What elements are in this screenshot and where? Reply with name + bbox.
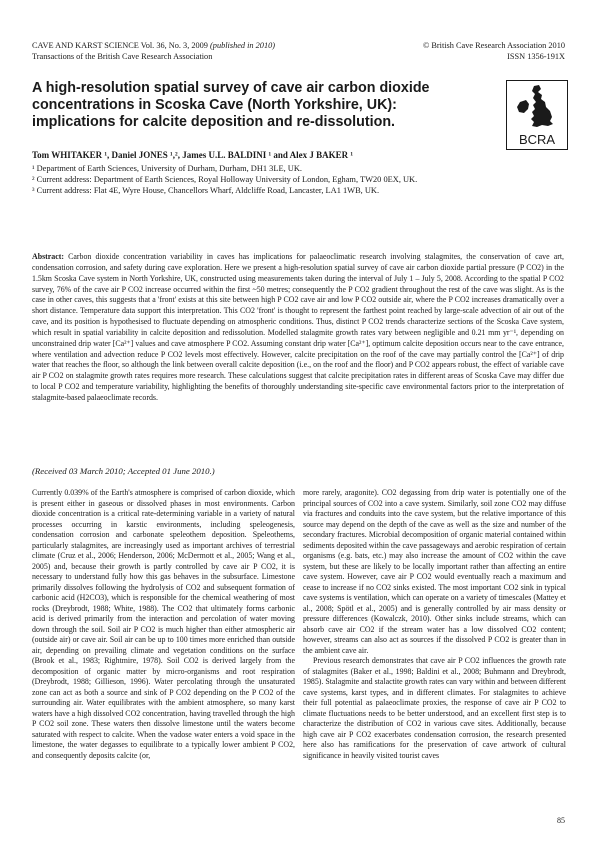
abstract-label: Abstract: [32, 252, 64, 261]
authors: Tom WHITAKER ¹, Daniel JONES ¹,², James U.L. BALDINI ¹ and Alex J BAKER ¹ [32, 150, 354, 160]
logo-text: BCRA [518, 132, 556, 147]
affiliation: ¹ Department of Earth Sciences, University of Durham, Durham, DH1 3LE, UK. [32, 164, 302, 173]
paragraph: Currently 0.039% of the Earth's atmosphere is comprised of carbon dioxide, which is present either in gaseous or dissolved phases in most environments. Carbon dioxide concentration is a critical rate-determining variable in a variety of natural processes occurring in karstic environments, including speleogenesis, condensation corrosion and carbonate speleothem deposition. Speleothems, particularly stalagmites, are increasingly used as important archives of terrestrial climate (Cruz et al., 2006; Henderson, 2006; McDermott et al., 2005; Wang et al., 2005) and, because their growth is partly controlled by cave air P CO2, it is necessary to understand fully how this gas behaves in the subsurface. Limestone primarily dissolves following the hydrolysis of CO2 and subsequent formation of carbonic acid (H2CO3), which is responsible for the chemical weathering of most rocks (Dreybrodt, 1988; White, 1988). The CO2 that ultimately forms carbonic acid is derived primarily from the interaction and percolation of water moving down through the soil. Soil air P CO2 is much higher than either atmospheric air (outside air) or cave air. Soil air can be up to 100 times more enriched than outside air, depending on prevailing climate and vegetation conditions on the surface (Brook et al., 1983; Rightmire, 1978). Soil CO2 is derived largely from the decomposition of organic matter by micro-organisms and root respiration (Dreybrodt, 1988; Gillieson, 1996). Water percolating through the unsaturated zone can act as both a source and sink of P CO2 depending on the P CO2 of the surrounding air. Water equilibrates with the ambient atmosphere, so many karst waters have a high dissolved CO2 concentration, having travelled through the high P CO2 soil zone. These waters then dissolve limestone until the waters become saturated with respect to calcite. When the vadose water enters a void space in the limestone, the water degasses to equilibrate to a typically lower ambient P CO2, and consequently deposits calcite (or, [32, 488, 295, 760]
body-column-right [303, 488, 566, 761]
abstract [32, 252, 564, 404]
journal-header-right [423, 41, 565, 62]
affiliation: ³ Current address: Flat 4E, Wyre House, Chancellors Wharf, Aldcliffe Road, Lancaster, LA1 1WB, UK. [32, 186, 380, 196]
journal-transactions: Transactions of the British Cave Research Association [32, 51, 213, 61]
journal-note: (published in 2010) [210, 41, 276, 50]
bcra-logo-graphic [506, 80, 568, 150]
affiliations [32, 163, 552, 197]
abstract-text: Carbon dioxide concentration variability in caves has implications for palaeoclimatic research involving stalagmites, the conservation of cave art, condensation corrosion, and safety during cave exploration. Here we present a high-resolution spatial survey of cave air carbon dioxide partial pressure (P CO2) in the 1.5km Scoska Cave system in North Yorkshire, UK, constructed using measurements taken during the interval of July 1 – July 5, 2008. According to the spatial P CO2 survey, 76% of the cave air P CO2 increase occurred within the first ~50 metres; consequently the P CO2 gradient throughout the rest of the cave was slight. As is the case in other caves, this suggests that a 'front' exists at this site between high P CO2 cave air and low P CO2 outside air, where the P CO2 increases dramatically over a short distance. Temperature data support this interpretation. This CO2 'front' is thought to represent the farthest point reached by large-scale advection of air out of the cave, and its position is hypothesised to fluctuate depending on atmospheric conditions. Thus, distinct P CO2 trends characterize sections of the Scoska Cave system, which result in spatial variability in calcite deposition and redissolution. Modelled stalagmite growth rates vary between negligible and 0.21 mm yr⁻¹, depending on unconstrained drip water [Ca²⁺] values and cave atmosphere P CO2. Assuming constant drip water [Ca²⁺], optimum calcite deposition occurs near to the cave entrance, where ventilation and advection reduce P CO2 levels most effectively. However, calcite precipitation on the roof of the cave may partially control the [Ca²⁺] of drip water that reaches the floor, so although the link between overall calcite deposition (i.e., on the roof and the floor) and P CO2 appears robust, the effect of variable cave air P CO2 on stalagmite growth rates requires more research. These calculations suggest that calcite precipitation rates in different areas of Scoska Cave may differ due to local P CO2 and temperature variability, highlighting the benefits of thoroughly understanding site-specific cave environmental factors prior to the interpretation of stalagmite-based palaeoclimate records. [32, 252, 564, 402]
journal-name: CAVE AND KARST SCIENCE Vol. 36, No. 3, 2009 [32, 41, 208, 50]
paper-title: A high-resolution spatial survey of cave air carbon dioxide concentrations in Scoska Cave (North Yorkshire, UK): implications for calcite deposition and re-dissolution. [32, 80, 430, 130]
page-number: 85 [557, 816, 565, 825]
paragraph: more rarely, aragonite). CO2 degassing from drip water is potentially one of the principal sources of CO2 into a cave system. Similarly, soil zone CO2 may diffuse via fractures and conduits into the cave system, but the relative importance of this source may depend on the depth of the cave as well as the size and number of the secondary fractures. Microbial decomposition of organic material contained within sediments deposited within the cave passageways and aerobic respiration of certain organisms (e.g. bats, etc.) may also increase the amount of CO2 within the cave system, but these are likely to be locally important rather than affecting an entire cave system. However, cave air P CO2 would eventually reach a maximum and cease to increase if no CO2 sinks existed. The most important CO2 sink in typical cave systems is ventilation, which can operate on a variety of timescales (Mattey et al., 2008; Spötl et al., 2005) and is generally controlled by air mass density or pressure differences (Kowalczk, 2010). Other sinks include streams, which can absorb cave air CO2 if the stream water has a low dissolved CO2 content; however, streams can also act as sources if the dissolved P CO2 is greater than in the ambient cave air. [303, 488, 566, 655]
issn: ISSN 1356-191X [507, 51, 565, 61]
affiliation: ² Current address: Department of Earth Sciences, Royal Holloway University of London, Egham, TW20 0EX, UK. [32, 175, 418, 185]
journal-citation [32, 41, 275, 52]
paragraph: Previous research demonstrates that cave air P CO2 influences the growth rate of stalagmites (Baker et al., 1998; Baldini et al., 2008; Buhmann and Dreybrodt, 1985). Stalagmite and stalactite growth rates can vary within and between different cave systems, karst types, and in different climates. For stalagmites to achieve their full potential as palaeoclimate proxies, the response of cave air P CO2 to climate fluctuations needs to be better understood, and an excellent first step is to characterize the distribution of CO2 in various cave sites. Additionally, because high cave air P CO2 exacerbates condensation corrosion, the research presented here also has ramifications for the preservation of cave artwork of cultural significance in heavily visited tourist caves [303, 656, 566, 760]
body-column-left [32, 488, 295, 761]
journal-header-left [32, 41, 275, 62]
copyright: © British Cave Research Association 2010 [422, 41, 565, 50]
bcra-logo [506, 80, 568, 150]
received-dates: (Received 03 March 2010; Accepted 01 June 2010.) [32, 466, 215, 476]
